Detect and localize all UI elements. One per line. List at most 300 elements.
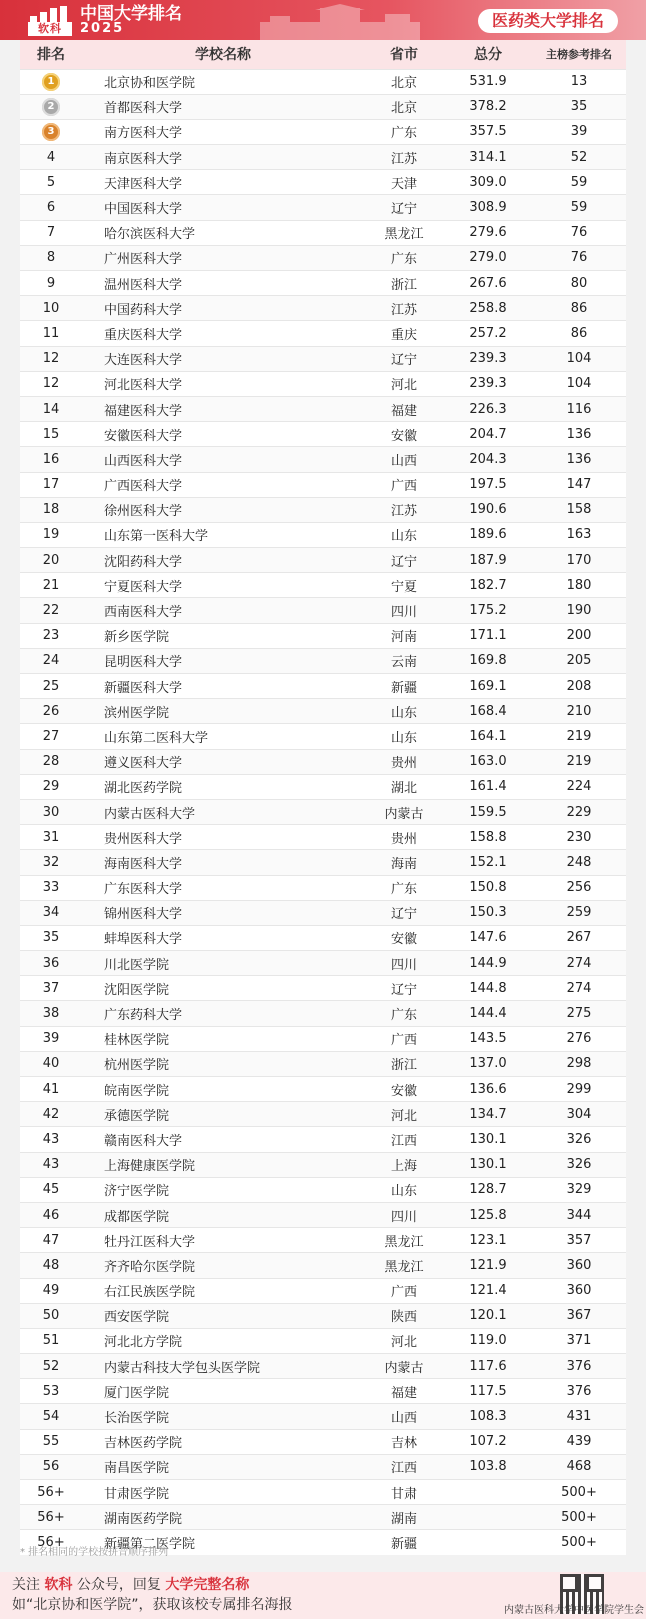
cell-score: 182.7 [444, 573, 532, 598]
cell-name: 锦州医科大学 [82, 900, 364, 925]
table-header-row [20, 40, 626, 69]
cell-score: 144.4 [444, 1001, 532, 1026]
cell-main-rank: 431 [532, 1404, 626, 1429]
table-row [20, 94, 626, 119]
cell-score: 169.8 [444, 648, 532, 673]
cell-score: 169.1 [444, 674, 532, 699]
table-row [20, 774, 626, 799]
cell-province: 河南 [364, 623, 444, 648]
cell-score: 308.9 [444, 195, 532, 220]
cell-name: 广州医科大学 [82, 245, 364, 270]
table-row [20, 1278, 626, 1303]
cell-province: 河北 [364, 1102, 444, 1127]
table-row [20, 1404, 626, 1429]
cell-score: 150.3 [444, 900, 532, 925]
cell-name: 齐齐哈尔医学院 [82, 1253, 364, 1278]
cell-rank: 33 [20, 875, 82, 900]
footer-text: 公众号，回复 [72, 1577, 166, 1593]
cell-score: 239.3 [444, 346, 532, 371]
cell-province: 北京 [364, 94, 444, 119]
cell-main-rank: 219 [532, 749, 626, 774]
cell-score: 136.6 [444, 1077, 532, 1102]
table-row [20, 119, 626, 144]
cell-rank: 25 [20, 674, 82, 699]
table-row [20, 799, 626, 824]
table-body [20, 69, 626, 1555]
cell-score: 226.3 [444, 396, 532, 421]
cell-name: 甘肃医学院 [82, 1480, 364, 1505]
cell-rank: 16 [20, 447, 82, 472]
cell-score: 120.1 [444, 1303, 532, 1328]
cell-name: 西南医科大学 [82, 598, 364, 623]
campus-skyline-icon [260, 4, 420, 40]
cell-score: 531.9 [444, 69, 532, 94]
cell-rank: 20 [20, 548, 82, 573]
cell-name: 广东医科大学 [82, 875, 364, 900]
cell-rank: 52 [20, 1354, 82, 1379]
cell-name: 广西医科大学 [82, 472, 364, 497]
cell-name: 新乡医学院 [82, 623, 364, 648]
cell-province: 河北 [364, 371, 444, 396]
cell-name: 天津医科大学 [82, 170, 364, 195]
column-header-school: 学校名称 [195, 47, 251, 64]
bronze-medal-icon: 3 [42, 123, 60, 141]
footer [0, 1572, 646, 1619]
cell-name: 徐州医科大学 [82, 497, 364, 522]
cell-rank: 46 [20, 1202, 82, 1227]
cell-main-rank: 76 [532, 220, 626, 245]
cell-main-rank: 275 [532, 1001, 626, 1026]
cell-rank: 43 [20, 1152, 82, 1177]
cell-rank: 29 [20, 774, 82, 799]
watermark: 内蒙古医科大学中医学院学生会 [504, 1605, 644, 1616]
cell-main-rank: 259 [532, 900, 626, 925]
cell-score: 258.8 [444, 296, 532, 321]
cell-province: 广东 [364, 1001, 444, 1026]
cell-rank: 10 [20, 296, 82, 321]
cell-name: 吉林医药学院 [82, 1429, 364, 1454]
cell-name: 海南医科大学 [82, 850, 364, 875]
cell-main-rank: 360 [532, 1253, 626, 1278]
cell-rank: 50 [20, 1303, 82, 1328]
table-row [20, 1202, 626, 1227]
table-row [20, 1051, 626, 1076]
cell-rank: 56+ [20, 1505, 82, 1530]
table-row [20, 548, 626, 573]
cell-province: 安徽 [364, 925, 444, 950]
cell-province: 江苏 [364, 296, 444, 321]
cell-name: 长治医学院 [82, 1404, 364, 1429]
table-row [20, 396, 626, 421]
cell-score: 128.7 [444, 1177, 532, 1202]
cell-name: 新疆医科大学 [82, 674, 364, 699]
cell-main-rank: 86 [532, 321, 626, 346]
cell-rank: 12 [20, 371, 82, 396]
cell-rank: 42 [20, 1102, 82, 1127]
cell-rank: 55 [20, 1429, 82, 1454]
cell-name: 上海健康医学院 [82, 1152, 364, 1177]
cell-province: 四川 [364, 598, 444, 623]
cell-province: 陕西 [364, 1303, 444, 1328]
cell-main-rank: 357 [532, 1228, 626, 1253]
cell-rank: 7 [20, 220, 82, 245]
table-row [20, 371, 626, 396]
cell-score: 175.2 [444, 598, 532, 623]
cell-score [444, 1530, 532, 1555]
cell-province: 四川 [364, 1202, 444, 1227]
cell-score: 123.1 [444, 1228, 532, 1253]
cell-main-rank: 210 [532, 699, 626, 724]
table-row [20, 1001, 626, 1026]
cell-main-rank: 13 [532, 69, 626, 94]
cell-rank: 40 [20, 1051, 82, 1076]
cell-score [444, 1505, 532, 1530]
cell-main-rank: 219 [532, 724, 626, 749]
cell-rank: 9 [20, 271, 82, 296]
cell-name: 山东第一医科大学 [82, 522, 364, 547]
table-row [20, 497, 626, 522]
table-row [20, 346, 626, 371]
cell-main-rank: 158 [532, 497, 626, 522]
cell-score: 130.1 [444, 1127, 532, 1152]
table-row [20, 1152, 626, 1177]
table-row [20, 1177, 626, 1202]
footer-line-1 [12, 1577, 249, 1594]
cell-rank: 14 [20, 396, 82, 421]
gold-medal-icon: 1 [42, 73, 60, 91]
rank-medal-cell [20, 119, 82, 144]
table-row [20, 925, 626, 950]
cell-name: 滨州医学院 [82, 699, 364, 724]
cell-main-rank: 205 [532, 648, 626, 673]
cell-name: 南方医科大学 [82, 119, 364, 144]
column-header-score: 总分 [474, 47, 502, 64]
cell-province: 新疆 [364, 1530, 444, 1555]
cell-score: 314.1 [444, 145, 532, 170]
cell-rank: 39 [20, 1026, 82, 1051]
table-row [20, 598, 626, 623]
column-header-province: 省市 [390, 47, 418, 64]
column-header-rank: 排名 [37, 47, 65, 64]
cell-main-rank: 190 [532, 598, 626, 623]
cell-province: 贵州 [364, 749, 444, 774]
table-row [20, 648, 626, 673]
cell-name: 贵州医科大学 [82, 825, 364, 850]
column-header-main-rank: 主榜参考排名 [546, 47, 612, 61]
cell-main-rank: 304 [532, 1102, 626, 1127]
cell-main-rank: 147 [532, 472, 626, 497]
cell-score: 168.4 [444, 699, 532, 724]
cell-rank: 36 [20, 951, 82, 976]
cell-name: 内蒙古科技大学包头医学院 [82, 1354, 364, 1379]
cell-province: 辽宁 [364, 195, 444, 220]
cell-main-rank: 230 [532, 825, 626, 850]
cell-province: 甘肃 [364, 1480, 444, 1505]
cell-rank: 34 [20, 900, 82, 925]
cell-rank: 30 [20, 799, 82, 824]
table-row [20, 422, 626, 447]
cell-main-rank: 229 [532, 799, 626, 824]
cell-name: 遵义医科大学 [82, 749, 364, 774]
cell-province: 山西 [364, 447, 444, 472]
cell-rank: 54 [20, 1404, 82, 1429]
cell-main-rank: 104 [532, 346, 626, 371]
cell-name: 济宁医学院 [82, 1177, 364, 1202]
cell-score: 197.5 [444, 472, 532, 497]
footer-brand: 软科 [44, 1577, 73, 1593]
cell-main-rank: 248 [532, 850, 626, 875]
ranking-table [20, 40, 626, 1555]
brand-title: 中国大学排名 [80, 4, 182, 24]
table-row [20, 170, 626, 195]
table-row [20, 1303, 626, 1328]
cell-province: 内蒙古 [364, 799, 444, 824]
cell-name: 湖北医药学院 [82, 774, 364, 799]
cell-score: 158.8 [444, 825, 532, 850]
table-row [20, 1127, 626, 1152]
cell-name: 成都医学院 [82, 1202, 364, 1227]
table-row [20, 623, 626, 648]
cell-province: 山东 [364, 1177, 444, 1202]
table-row [20, 271, 626, 296]
cell-rank: 6 [20, 195, 82, 220]
cell-name: 湖南医药学院 [82, 1505, 364, 1530]
cell-main-rank: 326 [532, 1127, 626, 1152]
cell-name: 沈阳药科大学 [82, 548, 364, 573]
cell-province: 江西 [364, 1127, 444, 1152]
cell-province: 辽宁 [364, 900, 444, 925]
cell-rank: 32 [20, 850, 82, 875]
cell-name: 昆明医科大学 [82, 648, 364, 673]
table-row [20, 850, 626, 875]
ranking-table-container [20, 40, 626, 1555]
cell-main-rank: 52 [532, 145, 626, 170]
cell-province: 湖南 [364, 1505, 444, 1530]
cell-score: 121.9 [444, 1253, 532, 1278]
cell-province: 河北 [364, 1328, 444, 1353]
cell-province: 广西 [364, 472, 444, 497]
cell-main-rank: 256 [532, 875, 626, 900]
cell-province: 安徽 [364, 422, 444, 447]
cell-province: 山东 [364, 724, 444, 749]
cell-main-rank: 208 [532, 674, 626, 699]
shanghairanking-logo [28, 6, 72, 36]
cell-province: 黑龙江 [364, 1253, 444, 1278]
cell-name: 杭州医学院 [82, 1051, 364, 1076]
cell-name: 北京协和医学院 [82, 69, 364, 94]
cell-score: 119.0 [444, 1328, 532, 1353]
cell-score: 144.9 [444, 951, 532, 976]
table-row [20, 245, 626, 270]
cell-score: 163.0 [444, 749, 532, 774]
cell-province: 广东 [364, 875, 444, 900]
cell-main-rank: 274 [532, 951, 626, 976]
cell-rank: 43 [20, 1127, 82, 1152]
cell-province: 广东 [364, 119, 444, 144]
cell-main-rank: 200 [532, 623, 626, 648]
table-row [20, 976, 626, 1001]
cell-score: 147.6 [444, 925, 532, 950]
cell-name: 新疆第二医学院 [82, 1530, 364, 1555]
cell-score: 189.6 [444, 522, 532, 547]
cell-rank: 45 [20, 1177, 82, 1202]
table-row [20, 699, 626, 724]
table-row [20, 1454, 626, 1479]
cell-name: 中国药科大学 [82, 296, 364, 321]
cell-score: 117.5 [444, 1379, 532, 1404]
cell-province: 山西 [364, 1404, 444, 1429]
table-row [20, 1379, 626, 1404]
cell-rank: 4 [20, 145, 82, 170]
cell-main-rank: 500+ [532, 1480, 626, 1505]
cell-main-rank: 500+ [532, 1530, 626, 1555]
cell-province: 山东 [364, 522, 444, 547]
cell-name: 温州医科大学 [82, 271, 364, 296]
cell-main-rank: 76 [532, 245, 626, 270]
cell-province: 浙江 [364, 1051, 444, 1076]
table-row [20, 1253, 626, 1278]
cell-name: 哈尔滨医科大学 [82, 220, 364, 245]
cell-rank: 51 [20, 1328, 82, 1353]
cell-name: 川北医学院 [82, 951, 364, 976]
cell-province: 江苏 [364, 145, 444, 170]
cell-name: 南昌医学院 [82, 1454, 364, 1479]
cell-rank: 28 [20, 749, 82, 774]
cell-rank: 53 [20, 1379, 82, 1404]
cell-rank: 19 [20, 522, 82, 547]
cell-score: 107.2 [444, 1429, 532, 1454]
cell-name: 广东药科大学 [82, 1001, 364, 1026]
cell-score [444, 1480, 532, 1505]
cell-name: 福建医科大学 [82, 396, 364, 421]
cell-name: 承德医学院 [82, 1102, 364, 1127]
table-row [20, 825, 626, 850]
cell-province: 四川 [364, 951, 444, 976]
table-row [20, 573, 626, 598]
cell-province: 福建 [364, 1379, 444, 1404]
cell-score: 134.7 [444, 1102, 532, 1127]
cell-main-rank: 59 [532, 195, 626, 220]
cell-province: 黑龙江 [364, 1228, 444, 1253]
table-row [20, 69, 626, 94]
table-row [20, 472, 626, 497]
table-row [20, 1026, 626, 1051]
cell-rank: 27 [20, 724, 82, 749]
footer-text: 关注 [12, 1577, 45, 1593]
cell-score: 159.5 [444, 799, 532, 824]
cell-province: 广东 [364, 245, 444, 270]
page-title: 医药类大学排名 [478, 9, 618, 33]
cell-score: 204.3 [444, 447, 532, 472]
cell-main-rank: 371 [532, 1328, 626, 1353]
table-row [20, 195, 626, 220]
table-row [20, 1429, 626, 1454]
cell-score: 239.3 [444, 371, 532, 396]
cell-rank: 35 [20, 925, 82, 950]
cell-main-rank: 274 [532, 976, 626, 1001]
cell-rank: 26 [20, 699, 82, 724]
cell-name: 赣南医科大学 [82, 1127, 364, 1152]
cell-rank: 41 [20, 1077, 82, 1102]
cell-score: 152.1 [444, 850, 532, 875]
table-row [20, 900, 626, 925]
cell-main-rank: 163 [532, 522, 626, 547]
cell-province: 山东 [364, 699, 444, 724]
cell-score: 378.2 [444, 94, 532, 119]
cell-province: 安徽 [364, 1077, 444, 1102]
table-row [20, 296, 626, 321]
cell-score: 117.6 [444, 1354, 532, 1379]
cell-main-rank: 224 [532, 774, 626, 799]
table-row [20, 447, 626, 472]
cell-rank: 48 [20, 1253, 82, 1278]
cell-name: 河北北方学院 [82, 1328, 364, 1353]
cell-rank: 31 [20, 825, 82, 850]
cell-main-rank: 299 [532, 1077, 626, 1102]
cell-name: 蚌埠医科大学 [82, 925, 364, 950]
cell-rank: 15 [20, 422, 82, 447]
table-row [20, 220, 626, 245]
cell-rank: 5 [20, 170, 82, 195]
cell-province: 宁夏 [364, 573, 444, 598]
table-row [20, 1354, 626, 1379]
cell-rank: 56 [20, 1454, 82, 1479]
cell-rank: 21 [20, 573, 82, 598]
bar-chart-icon [30, 6, 70, 22]
table-row [20, 1077, 626, 1102]
cell-province: 吉林 [364, 1429, 444, 1454]
cell-score: 309.0 [444, 170, 532, 195]
cell-province: 重庆 [364, 321, 444, 346]
cell-main-rank: 116 [532, 396, 626, 421]
cell-score: 257.2 [444, 321, 532, 346]
table-row [20, 1480, 626, 1505]
cell-score: 187.9 [444, 548, 532, 573]
rank-medal-cell [20, 94, 82, 119]
cell-name: 皖南医学院 [82, 1077, 364, 1102]
cell-name: 右江民族医学院 [82, 1278, 364, 1303]
cell-score: 190.6 [444, 497, 532, 522]
cell-name: 内蒙古医科大学 [82, 799, 364, 824]
table-row [20, 145, 626, 170]
cell-rank: 22 [20, 598, 82, 623]
table-row [20, 674, 626, 699]
table-row [20, 1102, 626, 1127]
cell-name: 西安医学院 [82, 1303, 364, 1328]
cell-province: 辽宁 [364, 346, 444, 371]
cell-main-rank: 276 [532, 1026, 626, 1051]
cell-province: 广西 [364, 1026, 444, 1051]
cell-rank: 47 [20, 1228, 82, 1253]
cell-main-rank: 59 [532, 170, 626, 195]
footer-keyword: 大学完整名称 [165, 1577, 250, 1593]
cell-province: 新疆 [364, 674, 444, 699]
cell-score: 150.8 [444, 875, 532, 900]
table-row [20, 951, 626, 976]
cell-rank: 38 [20, 1001, 82, 1026]
cell-main-rank: 86 [532, 296, 626, 321]
table-row [20, 1505, 626, 1530]
cell-score: 103.8 [444, 1454, 532, 1479]
silver-medal-icon: 2 [42, 98, 60, 116]
cell-main-rank: 326 [532, 1152, 626, 1177]
cell-province: 福建 [364, 396, 444, 421]
cell-name: 河北医科大学 [82, 371, 364, 396]
cell-score: 121.4 [444, 1278, 532, 1303]
cell-province: 浙江 [364, 271, 444, 296]
cell-rank: 56+ [20, 1530, 82, 1555]
cell-main-rank: 376 [532, 1379, 626, 1404]
